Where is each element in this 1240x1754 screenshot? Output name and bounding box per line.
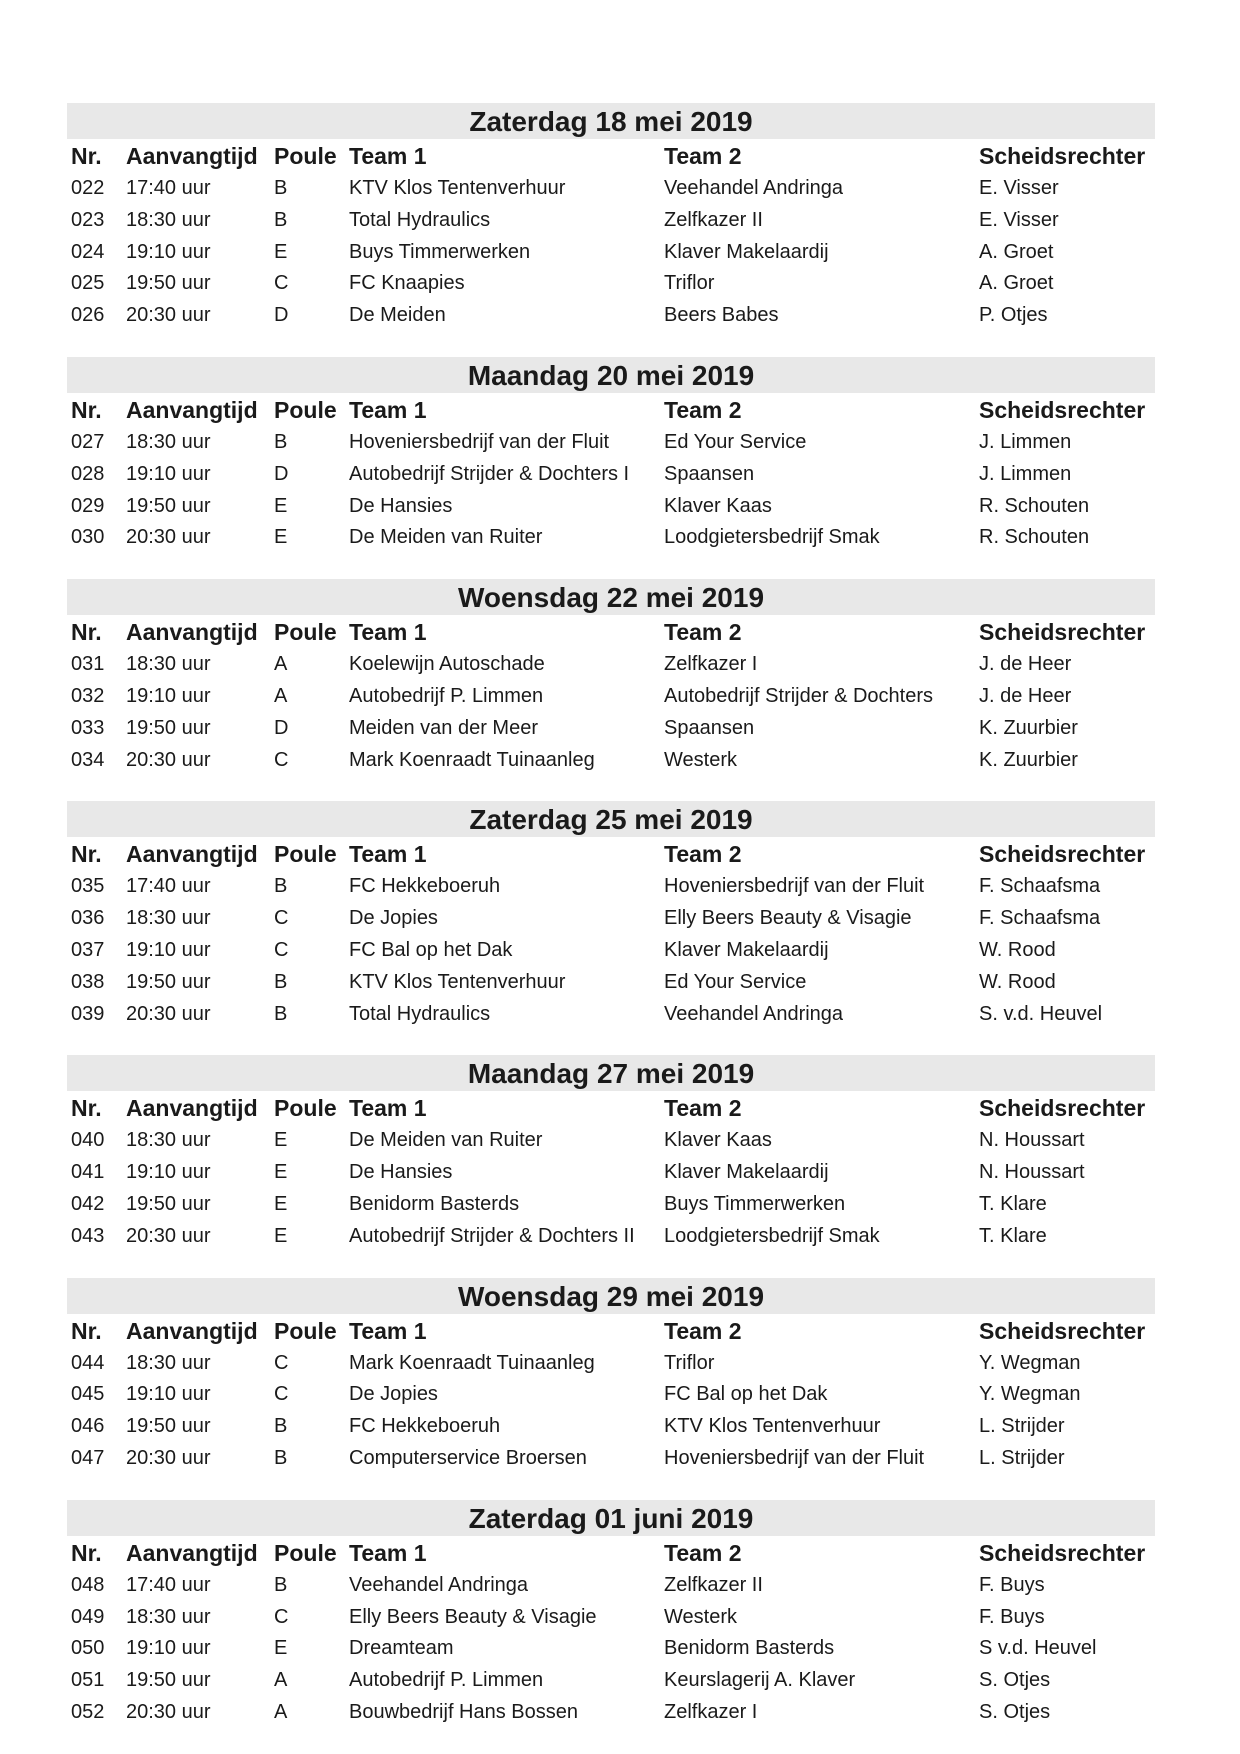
poule: E — [274, 494, 288, 517]
column-header-team-2: Team 2 — [664, 619, 742, 646]
referee: R. Schouten — [979, 526, 1090, 549]
poule: C — [274, 907, 289, 930]
match-row — [67, 935, 1155, 967]
column-header-team-1: Team 1 — [349, 619, 427, 646]
kickoff-time: 19:10 uur — [126, 462, 211, 485]
team-1: Autobedrijf P. Limmen — [349, 1669, 544, 1692]
referee: K. Zuurbier — [979, 748, 1078, 771]
column-header-poule: Poule — [274, 1317, 337, 1344]
team-2: Ed Your Service — [664, 970, 807, 993]
team-1: De Jopies — [349, 1383, 438, 1406]
poule: E — [274, 1224, 288, 1247]
match-number: 028 — [71, 462, 105, 485]
team-2: Keurslagerij A. Klaver — [664, 1669, 856, 1692]
match-number: 050 — [71, 1637, 105, 1660]
column-header-team-1: Team 1 — [349, 1317, 427, 1344]
team-2: Hoveniersbedrijf van der Fluit — [664, 1446, 925, 1469]
team-1: Total Hydraulics — [349, 1002, 491, 1025]
column-header-team-2: Team 2 — [664, 143, 742, 169]
kickoff-time: 18:30 uur — [126, 653, 211, 676]
team-2: FC Bal op het Dak — [664, 1383, 828, 1406]
team-2: Spaansen — [664, 462, 755, 485]
poule: B — [274, 1573, 288, 1596]
team-2: Triflor — [664, 272, 715, 295]
kickoff-time: 20:30 uur — [126, 1002, 211, 1025]
column-header-referee: Scheidsrechter — [979, 619, 1146, 646]
column-header-row — [67, 1536, 1155, 1570]
poule: A — [274, 1700, 288, 1723]
referee: J. Limmen — [979, 462, 1072, 485]
team-2: Klaver Makelaardij — [664, 938, 829, 961]
match-number: 046 — [71, 1415, 105, 1438]
team-2: Klaver Kaas — [664, 1129, 772, 1152]
team-2: Veehandel Andringa — [664, 1002, 844, 1025]
match-number: 032 — [71, 684, 105, 707]
column-header-kickoff-time: Aanvangtijd — [126, 619, 258, 646]
team-2: Klaver Kaas — [664, 494, 772, 517]
team-1: FC Hekkeboeruh — [349, 1415, 501, 1438]
column-header-team-2: Team 2 — [664, 1539, 742, 1566]
kickoff-time: 20:30 uur — [126, 304, 211, 327]
team-2: Autobedrijf Strijder & Dochters — [664, 684, 934, 707]
column-header-team-2: Team 2 — [664, 841, 742, 868]
column-header-match-number: Nr. — [71, 1095, 102, 1122]
poule: B — [274, 177, 288, 199]
match-row — [67, 1221, 1155, 1253]
column-header-referee: Scheidsrechter — [979, 143, 1146, 169]
match-row — [67, 1411, 1155, 1443]
column-header-row — [67, 837, 1155, 871]
column-header-poule: Poule — [274, 619, 337, 646]
day-title: Maandag 27 mei 2019 — [67, 1055, 1155, 1091]
team-2: Westerk — [664, 1605, 737, 1628]
poule: B — [274, 1446, 288, 1469]
referee: E. Visser — [979, 177, 1059, 199]
match-row — [67, 1157, 1155, 1189]
column-header-team-2: Team 2 — [664, 396, 742, 423]
kickoff-time: 18:30 uur — [126, 1605, 211, 1628]
team-2: Zelfkazer II — [664, 208, 763, 231]
day-title: Woensdag 22 mei 2019 — [67, 579, 1155, 615]
referee: J. Limmen — [979, 430, 1072, 453]
column-header-referee: Scheidsrechter — [979, 1317, 1146, 1344]
column-header-poule: Poule — [274, 396, 337, 423]
day-block — [67, 579, 1155, 776]
column-header-referee: Scheidsrechter — [979, 396, 1146, 423]
referee: T. Klare — [979, 1224, 1047, 1247]
team-2: Buys Timmerwerken — [664, 1192, 846, 1215]
match-number: 041 — [71, 1161, 105, 1184]
day-block — [67, 103, 1155, 332]
team-1: Autobedrijf Strijder & Dochters II — [349, 1224, 635, 1247]
match-row — [67, 173, 1155, 205]
referee: F. Schaafsma — [979, 907, 1101, 930]
match-row — [67, 491, 1155, 523]
match-number: 025 — [71, 272, 105, 295]
column-header-referee: Scheidsrechter — [979, 841, 1146, 868]
team-2: Loodgietersbedrijf Smak — [664, 526, 880, 549]
match-number: 040 — [71, 1129, 105, 1152]
poule: C — [274, 1351, 289, 1374]
match-number: 038 — [71, 970, 105, 993]
column-header-team-2: Team 2 — [664, 1095, 742, 1122]
match-row — [67, 1189, 1155, 1221]
referee: S. Otjes — [979, 1669, 1051, 1692]
match-row — [67, 1602, 1155, 1634]
match-row — [67, 903, 1155, 935]
poule: B — [274, 208, 288, 231]
column-header-match-number: Nr. — [71, 1317, 102, 1344]
poule: E — [274, 1192, 288, 1215]
column-header-kickoff-time: Aanvangtijd — [126, 841, 258, 868]
team-1: Bouwbedrijf Hans Bossen — [349, 1700, 579, 1723]
kickoff-time: 19:10 uur — [126, 684, 211, 707]
referee: A. Groet — [979, 272, 1054, 295]
referee: S. v.d. Heuvel — [979, 1002, 1103, 1025]
referee: F. Buys — [979, 1573, 1045, 1596]
match-row — [67, 1379, 1155, 1411]
kickoff-time: 20:30 uur — [126, 1446, 211, 1469]
match-number: 024 — [71, 240, 105, 263]
team-1: Total Hydraulics — [349, 208, 491, 231]
team-2: Zelfkazer II — [664, 1573, 763, 1596]
team-2: Beers Babes — [664, 304, 779, 327]
referee: W. Rood — [979, 970, 1056, 993]
match-row — [67, 1665, 1155, 1697]
column-header-row — [67, 139, 1155, 173]
referee: J. de Heer — [979, 684, 1072, 707]
column-header-kickoff-time: Aanvangtijd — [126, 1095, 258, 1122]
team-2: Klaver Makelaardij — [664, 1161, 829, 1184]
team-1: Mark Koenraadt Tuinaanleg — [349, 1351, 595, 1374]
team-2: Ed Your Service — [664, 430, 807, 453]
kickoff-time: 19:10 uur — [126, 938, 211, 961]
team-1: Mark Koenraadt Tuinaanleg — [349, 748, 595, 771]
team-2: Elly Beers Beauty & Visagie — [664, 907, 912, 930]
team-1: De Meiden van Ruiter — [349, 1129, 543, 1152]
match-row — [67, 522, 1155, 554]
kickoff-time: 17:40 uur — [126, 177, 211, 199]
referee: E. Visser — [979, 208, 1059, 231]
poule: E — [274, 526, 288, 549]
poule: B — [274, 430, 288, 453]
referee: L. Strijder — [979, 1415, 1065, 1438]
match-number: 022 — [71, 177, 105, 199]
kickoff-time: 20:30 uur — [126, 748, 211, 771]
column-header-poule: Poule — [274, 143, 337, 169]
kickoff-time: 19:50 uur — [126, 716, 211, 739]
match-number: 036 — [71, 907, 105, 930]
team-2: Loodgietersbedrijf Smak — [664, 1224, 880, 1247]
match-row — [67, 268, 1155, 300]
referee: N. Houssart — [979, 1161, 1085, 1184]
poule: C — [274, 938, 289, 961]
match-row — [67, 1443, 1155, 1475]
team-1: De Hansies — [349, 1161, 453, 1184]
match-row — [67, 999, 1155, 1031]
match-row — [67, 681, 1155, 713]
column-header-kickoff-time: Aanvangtijd — [126, 143, 258, 169]
referee: R. Schouten — [979, 494, 1090, 517]
match-number: 042 — [71, 1192, 105, 1215]
column-header-team-1: Team 1 — [349, 841, 427, 868]
match-number: 027 — [71, 430, 105, 453]
column-header-team-1: Team 1 — [349, 1095, 427, 1122]
match-row — [67, 1570, 1155, 1602]
team-2: Westerk — [664, 748, 737, 771]
team-1: Elly Beers Beauty & Visagie — [349, 1605, 597, 1628]
column-header-team-1: Team 1 — [349, 1539, 427, 1566]
kickoff-time: 19:50 uur — [126, 1415, 211, 1438]
match-row — [67, 300, 1155, 332]
team-1: De Hansies — [349, 494, 453, 517]
kickoff-time: 19:10 uur — [126, 1383, 211, 1406]
column-header-row — [67, 1314, 1155, 1348]
team-2: Veehandel Andringa — [664, 177, 844, 199]
poule: C — [274, 748, 289, 771]
team-2: Zelfkazer I — [664, 1700, 758, 1723]
match-row — [67, 1125, 1155, 1157]
referee: F. Buys — [979, 1605, 1045, 1628]
match-number: 051 — [71, 1669, 105, 1692]
column-header-row — [67, 1091, 1155, 1125]
kickoff-time: 19:10 uur — [126, 1637, 211, 1660]
match-number: 048 — [71, 1573, 105, 1596]
poule: E — [274, 240, 288, 263]
match-row — [67, 649, 1155, 681]
team-1: KTV Klos Tentenverhuur — [349, 970, 566, 993]
kickoff-time: 20:30 uur — [126, 1700, 211, 1723]
match-number: 052 — [71, 1700, 105, 1723]
match-number: 047 — [71, 1446, 105, 1469]
team-1: Autobedrijf P. Limmen — [349, 684, 544, 707]
referee: K. Zuurbier — [979, 716, 1078, 739]
poule: D — [274, 462, 289, 485]
team-2: Hoveniersbedrijf van der Fluit — [664, 875, 925, 898]
poule: D — [274, 304, 289, 327]
match-number: 034 — [71, 748, 105, 771]
team-1: Buys Timmerwerken — [349, 240, 531, 263]
match-number: 023 — [71, 208, 105, 231]
match-schedule — [67, 103, 1155, 1729]
match-number: 033 — [71, 716, 105, 739]
team-1: Dreamteam — [349, 1637, 454, 1660]
day-title: Maandag 20 mei 2019 — [67, 357, 1155, 393]
team-1: Benidorm Basterds — [349, 1192, 520, 1215]
referee: S. Otjes — [979, 1700, 1051, 1723]
match-row — [67, 871, 1155, 903]
kickoff-time: 19:50 uur — [126, 494, 211, 517]
kickoff-time: 19:10 uur — [126, 240, 211, 263]
referee: L. Strijder — [979, 1446, 1065, 1469]
referee: J. de Heer — [979, 653, 1072, 676]
team-1: KTV Klos Tentenverhuur — [349, 177, 566, 199]
poule: C — [274, 1605, 289, 1628]
team-1: Autobedrijf Strijder & Dochters I — [349, 462, 630, 485]
kickoff-time: 20:30 uur — [126, 1224, 211, 1247]
poule: B — [274, 970, 288, 993]
match-row — [67, 237, 1155, 269]
day-block — [67, 801, 1155, 1030]
match-row — [67, 745, 1155, 777]
column-header-kickoff-time: Aanvangtijd — [126, 396, 258, 423]
team-2: KTV Klos Tentenverhuur — [664, 1415, 881, 1438]
kickoff-time: 18:30 uur — [126, 907, 211, 930]
match-number: 044 — [71, 1351, 105, 1374]
poule: E — [274, 1637, 288, 1660]
kickoff-time: 19:50 uur — [126, 1669, 211, 1692]
kickoff-time: 18:30 uur — [126, 430, 211, 453]
team-1: De Jopies — [349, 907, 438, 930]
team-1: Meiden van der Meer — [349, 716, 538, 739]
match-number: 049 — [71, 1605, 105, 1628]
kickoff-time: 18:30 uur — [126, 1129, 211, 1152]
team-1: Computerservice Broersen — [349, 1446, 587, 1469]
match-row — [67, 967, 1155, 999]
column-header-poule: Poule — [274, 841, 337, 868]
team-2: Zelfkazer I — [664, 653, 758, 676]
column-header-team-1: Team 1 — [349, 396, 427, 423]
match-row — [67, 1348, 1155, 1380]
referee: A. Groet — [979, 240, 1054, 263]
column-header-referee: Scheidsrechter — [979, 1095, 1146, 1122]
column-header-poule: Poule — [274, 1539, 337, 1566]
referee: F. Schaafsma — [979, 875, 1101, 898]
team-2: Triflor — [664, 1351, 715, 1374]
poule: B — [274, 1415, 288, 1438]
match-number: 030 — [71, 526, 105, 549]
poule: E — [274, 1129, 288, 1152]
day-block — [67, 357, 1155, 554]
kickoff-time: 17:40 uur — [126, 1573, 211, 1596]
match-row — [67, 1633, 1155, 1665]
column-header-match-number: Nr. — [71, 619, 102, 646]
column-header-team-2: Team 2 — [664, 1317, 742, 1344]
column-header-match-number: Nr. — [71, 143, 102, 169]
match-number: 035 — [71, 875, 105, 898]
match-row — [67, 459, 1155, 491]
column-header-team-1: Team 1 — [349, 143, 427, 169]
column-header-match-number: Nr. — [71, 1539, 102, 1566]
kickoff-time: 19:10 uur — [126, 1161, 211, 1184]
poule: B — [274, 1002, 288, 1025]
team-1: FC Knaapies — [349, 272, 465, 295]
poule: D — [274, 716, 289, 739]
team-2: Klaver Makelaardij — [664, 240, 829, 263]
kickoff-time: 17:40 uur — [126, 875, 211, 898]
kickoff-time: 19:50 uur — [126, 1192, 211, 1215]
team-1: De Meiden van Ruiter — [349, 526, 543, 549]
column-header-match-number: Nr. — [71, 396, 102, 423]
match-row — [67, 1697, 1155, 1729]
team-1: FC Hekkeboeruh — [349, 875, 501, 898]
poule: A — [274, 684, 288, 707]
column-header-poule: Poule — [274, 1095, 337, 1122]
match-number: 026 — [71, 304, 105, 327]
team-1: Hoveniersbedrijf van der Fluit — [349, 430, 610, 453]
match-number: 037 — [71, 938, 105, 961]
column-header-row — [67, 393, 1155, 427]
poule: E — [274, 1161, 288, 1184]
poule: A — [274, 1669, 288, 1692]
referee: P. Otjes — [979, 304, 1048, 327]
team-2: Benidorm Basterds — [664, 1637, 835, 1660]
poule: C — [274, 1383, 289, 1406]
day-block — [67, 1278, 1155, 1475]
kickoff-time: 20:30 uur — [126, 526, 211, 549]
match-row — [67, 205, 1155, 237]
referee: Y. Wegman — [979, 1351, 1081, 1374]
match-number: 045 — [71, 1383, 105, 1406]
column-header-referee: Scheidsrechter — [979, 1539, 1146, 1566]
team-1: Koelewijn Autoschade — [349, 653, 545, 676]
day-title: Zaterdag 18 mei 2019 — [67, 103, 1155, 139]
kickoff-time: 18:30 uur — [126, 1351, 211, 1374]
kickoff-time: 19:50 uur — [126, 272, 211, 295]
kickoff-time: 19:50 uur — [126, 970, 211, 993]
column-header-kickoff-time: Aanvangtijd — [126, 1539, 258, 1566]
team-1: De Meiden — [349, 304, 446, 327]
poule: C — [274, 272, 289, 295]
referee: S v.d. Heuvel — [979, 1637, 1097, 1660]
column-header-kickoff-time: Aanvangtijd — [126, 1317, 258, 1344]
referee: N. Houssart — [979, 1129, 1085, 1152]
match-number: 029 — [71, 494, 105, 517]
team-1: Veehandel Andringa — [349, 1573, 529, 1596]
match-number: 031 — [71, 653, 105, 676]
day-title: Zaterdag 25 mei 2019 — [67, 801, 1155, 837]
referee: W. Rood — [979, 938, 1056, 961]
team-1: FC Bal op het Dak — [349, 938, 513, 961]
match-row — [67, 713, 1155, 745]
poule: B — [274, 875, 288, 898]
column-header-match-number: Nr. — [71, 841, 102, 868]
day-block — [67, 1500, 1155, 1729]
referee: T. Klare — [979, 1192, 1047, 1215]
day-title: Woensdag 29 mei 2019 — [67, 1278, 1155, 1314]
match-number: 039 — [71, 1002, 105, 1025]
referee: Y. Wegman — [979, 1383, 1081, 1406]
match-number: 043 — [71, 1224, 105, 1247]
match-row — [67, 427, 1155, 459]
day-title: Zaterdag 01 juni 2019 — [67, 1500, 1155, 1536]
poule: A — [274, 653, 288, 676]
column-header-row — [67, 615, 1155, 649]
team-2: Spaansen — [664, 716, 755, 739]
kickoff-time: 18:30 uur — [126, 208, 211, 231]
day-block — [67, 1055, 1155, 1252]
